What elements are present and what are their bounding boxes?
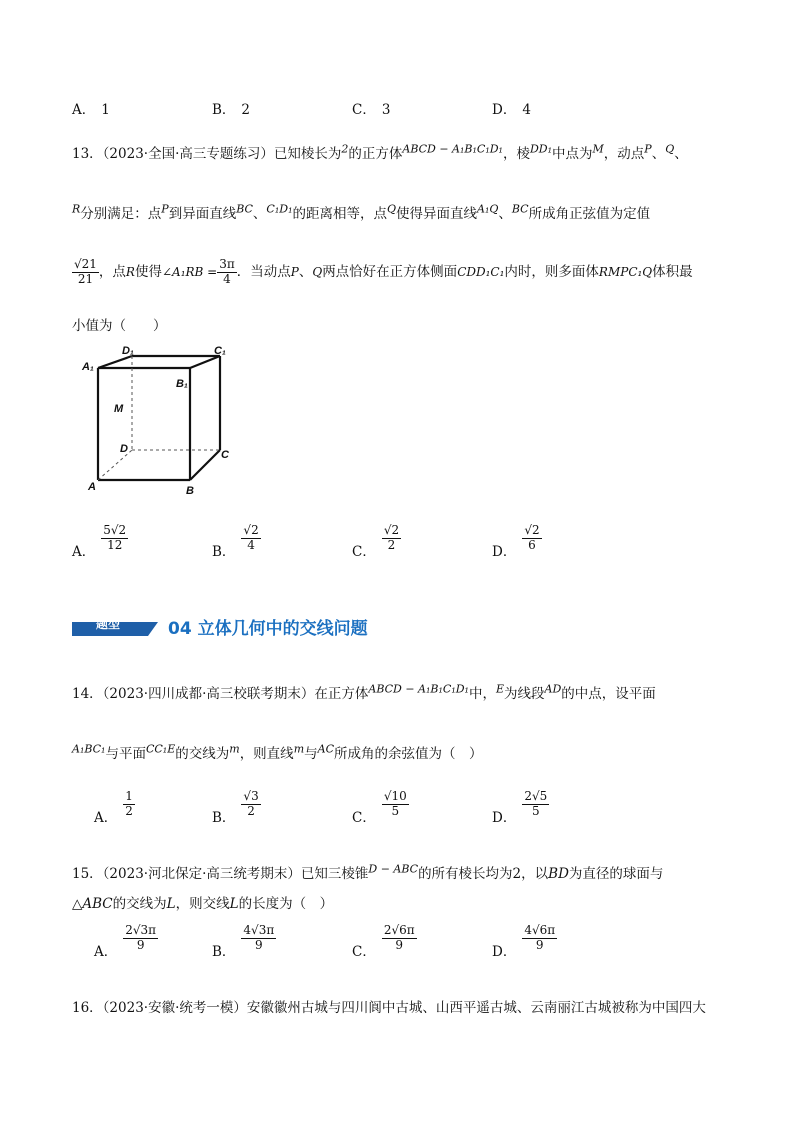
label-b1: B₁ [176,378,188,390]
label-m: M [114,403,124,415]
q12-option-d[interactable]: D． 4 [492,102,531,118]
label-c: C [221,449,229,461]
label-a1: A₁ [82,361,94,373]
q13-options [72,524,712,560]
q14-option-b[interactable]: B． $\frac{√3}{2}$ [212,789,259,826]
q13-option-c[interactable]: C． $\frac{√2}{2}$ [352,523,400,560]
q15-option-d[interactable]: D． $\frac{4√6\pi}{9}$ [492,923,556,960]
q12-option-b[interactable]: B． 2 [212,102,251,118]
label-d1: D₁ [122,345,134,357]
section-heading [72,612,572,642]
q13-option-d[interactable]: D． $\frac{√2}{6}$ [492,523,540,560]
cube-figure [80,340,240,500]
q14-options [72,790,712,826]
q16-line-1: 16．（2023·安徽·统考一模）安徽徽州古城与四川阆中古城、山西平遥古城、云南丽江古城被称为中国四大 [72,1000,706,1016]
sqrt21-fraction: $\frac{√21}{21}$ [74,257,97,286]
angle-fraction: $\frac{3\pi}{4}$ [219,257,235,286]
q14-option-c[interactable]: C． $\frac{√10}{5}$ [352,789,407,826]
q14-option-d[interactable]: D． $\frac{2√5}{5}$ [492,789,548,826]
section-tag: 题型 [96,617,121,631]
q13-line-3: $\frac{√21}{21}$ ，点R使得∠A₁RB = $\frac{3\pi}{4}$ ．当动点P、Q两点恰好在正方体侧面CDD₁C₁内时，则多面体RMPC₁Q体积最 [74,257,693,286]
label-c1: C₁ [214,345,226,357]
q14-option-a[interactable]: A． $\frac{1}{2}$ [94,789,133,826]
section-title: 04 立体几何中的交线问题 [168,619,368,639]
q12-option-a[interactable]: A． 1 [72,102,110,118]
q14-line-2: $^{A_1BC_1}$与平面$^{CC_1E}$的交线为$^m$，则直线$^m$与$^{AC}$所成角的余弦值为（ ） [72,742,483,762]
q14-line-1: 14．（2023·四川成都·高三校联考期末）在正方体$^{ABCD - A_1B_1C_1D_1}$中，$^E$为线段$^{AD}$的中点，设平面 [72,682,656,702]
q15-line-2: △ABC的交线为L，则交线L的长度为（ ） [72,896,334,912]
q12-option-c[interactable]: C． 3 [352,102,391,118]
q15-option-b[interactable]: B． $\frac{4√3\pi}{9}$ [212,923,275,960]
q13-line-2: $^R$分别满足：点$^P$到异面直线$^{BC}$、$^{C_1D_1}$的距离相等，点$^Q$使得异面直线$^{A_1Q}$、$^{BC}$所成角正弦值为定值 [72,202,651,222]
q12-options [72,98,712,120]
label-a: A [88,481,96,493]
q15-line-1: 15．（2023·河北保定·高三统考期末）已知三棱锥$^{D - ABC}$的所有棱长均为2，以BD为直径的球面与 [72,862,664,882]
q13-option-a[interactable]: A． $\frac{5√2}{12}$ [72,523,127,560]
q15-options [72,924,712,960]
q15-option-c[interactable]: C． $\frac{2√6\pi}{9}$ [352,923,415,960]
label-b: B [186,485,194,497]
q15-option-a[interactable]: A． $\frac{2√3\pi}{9}$ [94,923,157,960]
label-d: D [120,443,128,455]
q13-option-b[interactable]: B． $\frac{√2}{4}$ [212,523,259,560]
q13-line-1: 13．（2023·全国·高三专题练习）已知棱长为$^2$的正方体$^{ABCD - A_1B_1C_1D_1}$，棱$^{DD_1}$中点为$^M$，动点$^P$、$^Q$、 [72,142,688,162]
q13-line-4: 小值为（ ） [72,318,167,334]
